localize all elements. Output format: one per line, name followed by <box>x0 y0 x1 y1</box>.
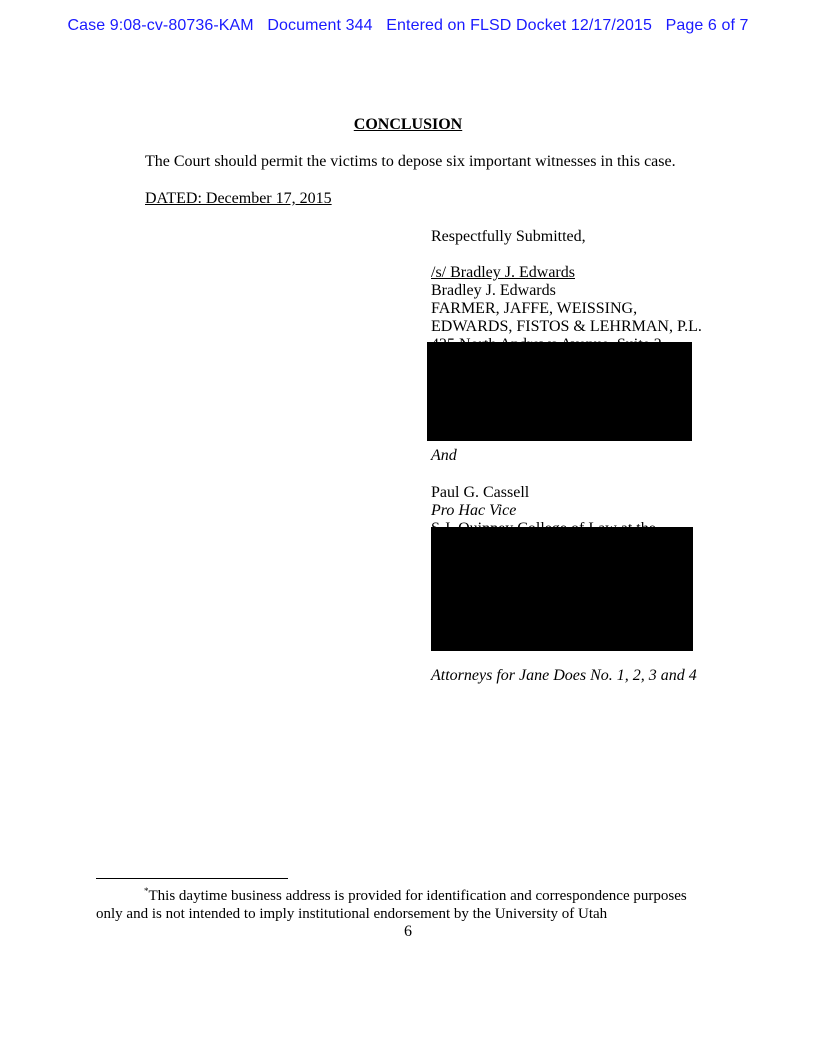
footnote-separator <box>96 878 288 879</box>
attorney-name-2: Paul G. Cassell <box>431 484 530 501</box>
firm-name-line2: EDWARDS, FISTOS & LEHRMAN, P.L. <box>431 318 702 335</box>
footnote-line1 <box>144 887 687 905</box>
school-partial-clip <box>431 520 701 527</box>
footnote-marker: * <box>144 886 149 896</box>
firm-name-line1: FARMER, JAFFE, WEISSING, <box>431 300 638 317</box>
redaction-block-2 <box>431 527 693 651</box>
and-connector: And <box>431 447 457 464</box>
conclusion-paragraph: The Court should permit the victims to depose six important witnesses in this case. <box>145 153 676 170</box>
footnote-text-1: This daytime business address is provided for identification and correspondence purposes <box>148 888 687 904</box>
pro-hac-vice: Pro Hac Vice <box>431 502 517 519</box>
conclusion-heading: CONCLUSION <box>353 116 463 133</box>
footnote-line2: only and is not intended to imply institutional endorsement by the University of Utah <box>96 906 608 922</box>
attorneys-for-line: Attorneys for Jane Does No. 1, 2, 3 and 4 <box>431 667 697 684</box>
signature-closing: Respectfully Submitted, <box>431 228 586 245</box>
electronic-signature: /s/ Bradley J. Edwards <box>431 264 575 281</box>
dated-line: DATED: December 17, 2015 <box>145 190 332 207</box>
attorney-name: Bradley J. Edwards <box>431 282 556 299</box>
page-number: 6 <box>404 923 412 940</box>
redaction-block-1 <box>427 342 692 441</box>
docket-header: Case 9:08-cv-80736-KAM Document 344 Entered on FLSD Docket 12/17/2015 Page 6 of 7 <box>67 17 749 34</box>
